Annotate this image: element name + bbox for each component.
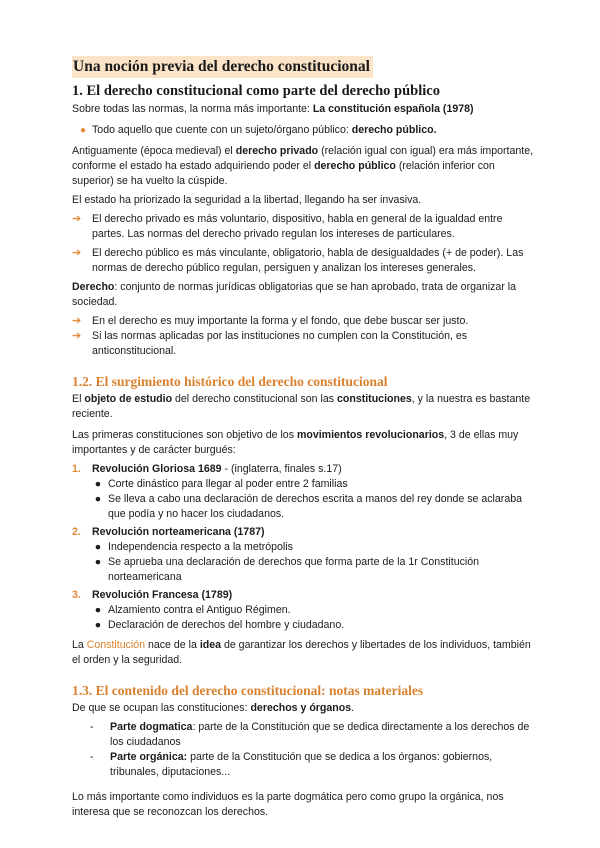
bullet-dot-icon: ● bbox=[94, 556, 102, 568]
bullet-dot-icon: ● bbox=[94, 619, 102, 631]
list-number: 1. bbox=[72, 463, 81, 475]
s1-arrow-item: ➔ El derecho público es más vinculante, obligatorio, habla de desigualdades (+ de poder). Las normas de derecho público regulan, persiguen y analizan los intereses generales. bbox=[72, 247, 524, 274]
bullet-dot-icon: ● bbox=[94, 478, 102, 490]
s3-paragraph-1: De que se ocupan las constituciones: derechos y órganos. bbox=[72, 702, 355, 714]
s2-paragraph-3: La Constitución nace de la idea de garantizar los derechos y libertades de los individuos, también el orden y la seguridad. bbox=[72, 639, 531, 666]
arrow-right-icon: ➔ bbox=[72, 330, 82, 342]
sub-bullet: ● Se lleva a cabo una declaración de derechos escrita a manos del rey donde se aclaraba que podía y no hacer los ciudadanos. bbox=[72, 492, 534, 522]
bullet-dot-icon: ● bbox=[94, 604, 102, 616]
s1-arrow-item: ➔ El derecho privado es más voluntario, dispositivo, habla en general de la igualdad entre partes. Las normas del derecho privado regulan los intereses de particulares. bbox=[72, 213, 503, 240]
bullet-dot-icon: ● bbox=[94, 541, 102, 553]
arrow-right-icon: ➔ bbox=[72, 315, 82, 327]
bullet-dot-icon: ● bbox=[79, 125, 87, 136]
title-block bbox=[72, 56, 534, 78]
document-page bbox=[72, 56, 534, 820]
s2-paragraph-2: Las primeras constituciones son objetivo de los movimientos revolucionarios, 3 de ellas muy importantes y de carácter burgués: bbox=[72, 429, 519, 456]
section-1-heading: 1. El derecho constitucional como parte del derecho público bbox=[72, 83, 440, 99]
section-3-heading: 1.3. El contenido del derecho constitucional: notas materiales bbox=[72, 683, 424, 698]
sub-bullet: ● Declaración de derechos del hombre y ciudadano. bbox=[72, 618, 534, 633]
s1-arrow-item: ➔ Si las normas aplicadas por las instituciones no cumplen con la Constitución, es anticonstitucional. bbox=[72, 330, 468, 357]
s3-paragraph-2: Lo más importante como individuos es la parte dogmática pero como grupo la orgánica, nos interesa que se reconozcan los derechos. bbox=[72, 791, 504, 818]
s1-arrow-item: ➔ En el derecho es muy importante la forma y el fondo, que debe buscar ser justo. bbox=[72, 315, 469, 327]
revolution-item: 1. Revolución Gloriosa 1689 - (inglaterra, finales s.17) ● Corte dinástico para llegar al poder entre 2 familias ● Se lleva a cabo una declaración de derechos escrita a manos del rey donde se aclaraba que podía y no hacer los ciudadanos. bbox=[72, 462, 534, 522]
section-2-heading: 1.2. El surgimiento histórico del derecho constitucional bbox=[72, 374, 388, 389]
constitucion-highlight: Constitución bbox=[86, 639, 146, 651]
dash-item: - Parte dogmatica: parte de la Constitución que se dedica directamente a los derechos de los ciudadanos bbox=[90, 721, 530, 748]
document-title: Una noción previa del derecho constitucional bbox=[72, 56, 373, 78]
s1-intro: Sobre todas las normas, la norma más importante: La constitución española (1978) bbox=[72, 103, 474, 115]
sub-bullet: ● Corte dinástico para llegar al poder entre 2 familias bbox=[72, 477, 534, 492]
revolution-item: 2. Revolución norteamericana (1787) ● Independencia respecto a la metrópolis ● Se aprueba una declaración de derechos que forma parte de la 1r Constitución norteamericana bbox=[72, 525, 534, 585]
sub-bullet: ● Se aprueba una declaración de derechos que forma parte de la 1r Constitución norteamericana bbox=[72, 555, 534, 585]
list-number: 3. bbox=[72, 589, 81, 601]
sub-bullet: ● Alzamiento contra el Antiguo Régimen. bbox=[72, 603, 534, 618]
dash-item: - Parte orgánica: parte de la Constitución que se dedica a los órganos: gobiernos, tribunales, diputaciones... bbox=[90, 751, 493, 778]
s2-paragraph-1: El objeto de estudio del derecho constitucional son las constituciones, y la nuestra es bastante reciente. bbox=[72, 393, 531, 420]
arrow-right-icon: ➔ bbox=[72, 247, 82, 259]
arrow-right-icon: ➔ bbox=[72, 213, 82, 225]
s1-paragraph-3: El estado ha priorizado la seguridad a la libertad, llegando ha ser invasiva. bbox=[72, 194, 422, 206]
s1-bullet: ● Todo aquello que cuente con un sujeto/órgano público: derecho público. bbox=[72, 123, 534, 138]
s1-paragraph-2: Antiguamente (época medieval) el derecho privado (relación igual con igual) era más importante, conforme el estado ha estado adquiriendo poder el derecho público (relación inferior con superior) se ha vuelto la cúspide. bbox=[72, 145, 534, 187]
sub-bullet: ● Independencia respecto a la metrópolis bbox=[72, 540, 534, 555]
derecho-definition: Derecho: conjunto de normas jurídicas obligatorias que se han aprobado, trata de organizar la sociedad. bbox=[72, 281, 517, 308]
revolution-item: 3. Revolución Francesa (1789) ● Alzamiento contra el Antiguo Régimen. ● Declaración de derechos del hombre y ciudadano. bbox=[72, 588, 534, 633]
list-number: 2. bbox=[72, 526, 81, 538]
bullet-dot-icon: ● bbox=[94, 493, 102, 505]
